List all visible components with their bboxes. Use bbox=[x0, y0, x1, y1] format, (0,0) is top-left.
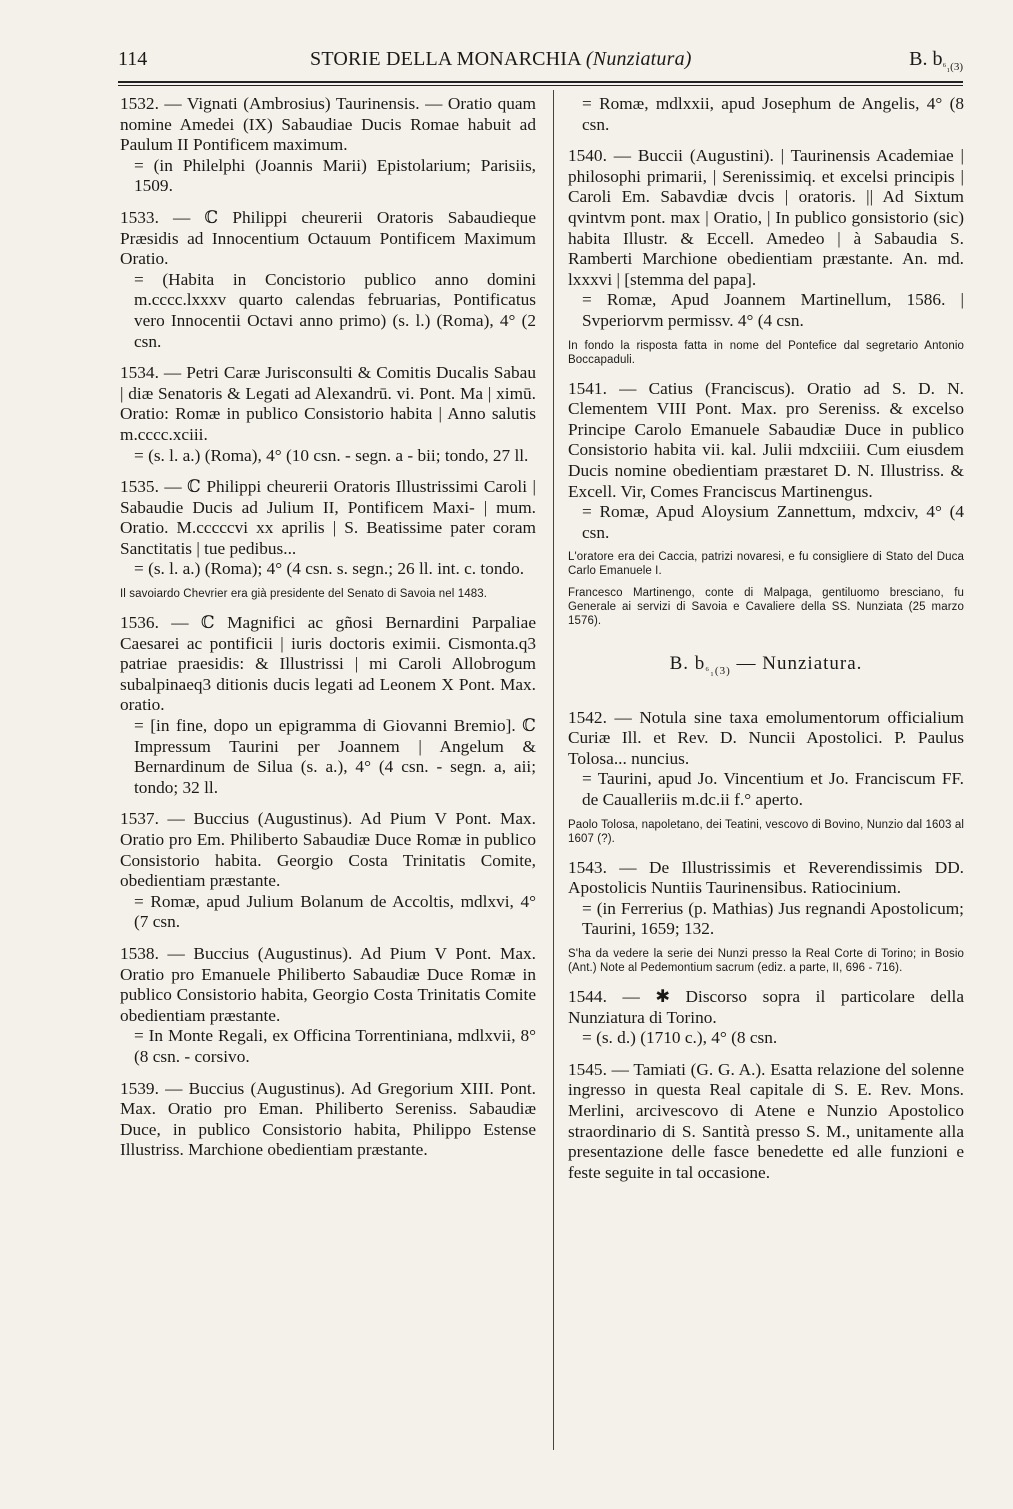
running-title bbox=[310, 48, 692, 71]
entry-imprint: = Taurini, apud Jo. Vincentium et Jo. Franciscum FF. de Caualleriis m.dc.ii f.° aperto. bbox=[582, 769, 964, 810]
entry-1538 bbox=[120, 944, 536, 1068]
entry-1536 bbox=[120, 613, 536, 798]
entry-imprint: = [in fine, dopo un epigramma di Giovanni Bremio]. ℂ Impressum Taurini per Joannem | Angelum & Bernardinum de Silua (s. a.), 4° (4 csn. - segn. a, aii; tondo; 32 ll. bbox=[134, 716, 536, 797]
column-divider bbox=[553, 90, 554, 1450]
entry-imprint: = (s. l. a.) (Roma), 4° (10 csn. - segn. a - bii; tondo, 27 ll. bbox=[134, 445, 529, 465]
entry-imprint: = Romæ, Apud Joannem Martinellum, 1586. | Svperiorvm permissv. 4° (4 csn. bbox=[582, 290, 964, 330]
entry-imprint: = (s. d.) (1710 c.), 4° (8 csn. bbox=[582, 1028, 778, 1048]
signature-label: B. b bbox=[909, 48, 943, 70]
signature-small: ⁶₁(3) bbox=[942, 61, 963, 73]
entry-1543 bbox=[568, 858, 964, 940]
entry-imprint: = (Habita in Concistorio publico anno domini m.cccc.lxxxv quarto calendas februarias, Pontificatus vero Innocentii Octavi anno primo) (s. l.) (Roma), 4° (2 csn. bbox=[134, 269, 536, 351]
entry-imprint: = Romæ, apud Julium Bolanum de Accoltis, mdlxvi, 4° (7 csn. bbox=[134, 891, 536, 932]
entry-note: In fondo la risposta fatta in nome del Pontefice dal segretario Antonio Boccapaduli. bbox=[568, 339, 964, 366]
entry-text: 1539. — Buccius (Augustinus). Ad Gregorium XIII. Pont. Max. Oratio pro Eman. Philiberto Sereniss. Sabaudiæ Duce, in publico Consistorio habita, Philippo Estense Illustriss. Marchione obedientiam præstante. bbox=[120, 1078, 536, 1160]
entry-1534 bbox=[120, 363, 536, 466]
section-small: ⁶₁(3) bbox=[705, 665, 731, 678]
left-column bbox=[120, 94, 536, 1172]
entry-note: Paolo Tolosa, napoletano, dei Teatini, vescovo di Bovino, Nunzio dal 1603 al 1607 (?). bbox=[568, 818, 964, 845]
entry-text: 1540. — Buccii (Augustini). | Taurinensis Academiae | philosophi primarii, | Serenissimiq. et excelsi principis | Caroli Em. Sabavdiæ dvcis | oratoris. || Ad Sixtum qvintvm pont. max | Oratio, | In publico gonsistorio (sic) habita Illustr. & Eccell. Amedeo | à Sabaudia S. Ramberti Marchione obedientiam præstante. An. md. lxxxvi | [stemma del papa]. bbox=[568, 146, 964, 289]
section-heading bbox=[568, 654, 964, 681]
entry-1540 bbox=[568, 146, 964, 331]
entry-text: 1543. — De Illustrissimis et Reverendissimis DD. Apostolicis Nuntiis Taurinensibus. Ratiocinium. bbox=[568, 857, 964, 898]
entry-note: Francesco Martinengo, conte di Malpaga, gentiluomo bresciano, fu Generale ai servizi di Savoia e Cavaliere della SS. Nunziata (25 marzo 1576). bbox=[568, 587, 964, 628]
entry-imprint: = Romæ, Apud Aloysium Zannettum, mdxciv, 4° (4 csn. bbox=[582, 502, 964, 542]
entry-1539 bbox=[120, 1079, 536, 1161]
entry-1532 bbox=[120, 94, 536, 197]
header-rule-thin bbox=[118, 85, 963, 86]
right-column bbox=[568, 94, 964, 1194]
signature bbox=[909, 48, 963, 73]
section-label: B. b bbox=[669, 653, 706, 675]
entry-1533 bbox=[120, 208, 536, 352]
entry-1541 bbox=[568, 379, 964, 544]
entry-imprint: = Romæ, mdlxxii, apud Josephum de Angelis, 4° (8 csn. bbox=[582, 94, 964, 134]
entry-1537 bbox=[120, 809, 536, 933]
entry-text: 1538. — Buccius (Augustinus). Ad Pium V Pont. Max. Oratio pro Emanuele Philiberto Sabaudiæ Duce Romæ in publico Consistorio habita, Georgio Costa Trinitatis Comite obedientiam præstante. bbox=[120, 943, 536, 1025]
entry-text: 1534. — Petri Caræ Jurisconsulti & Comitis Ducalis Sabau | diæ Senatoris & Legati ad Alexandrū. vi. Pont. Ma | ximū. Oratio: Romæ in publico Consistorio habita | Anno salutis m.cccc.xciii. bbox=[120, 363, 536, 444]
entry-text: 1541. — Catius (Franciscus). Oratio ad S. D. N. Clementem VIII Pont. Max. pro Sereniss. & excelso Principe Carolo Emanuele Sabaudiæ Duce in publico Consistorio habita vii. kal. Julii mdxciiii. Cum eiusdem Ducis nomine obedientiam præstaret D. N. Illustriss. & Excell. Vir, Comes Franciscus Martinengus. bbox=[568, 378, 964, 501]
title-main: STORIE DELLA MONARCHIA bbox=[310, 48, 581, 70]
entry-imprint: = (in Ferrerius (p. Mathias) Jus regnandi Apostolicum; Taurini, 1659; 132. bbox=[582, 898, 964, 939]
entry-text: 1545. — Tamiati (G. G. A.). Esatta relazione del solenne ingresso in questa Real capitale di S. E. Rev. Mons. Merlini, arcivescovo di Atene e Nunzio Apostolico straordinario di S. Santità presso S. M., unitamente alla presentazione delle fasce benedette ed alle funzioni e feste seguite in tal occasione. bbox=[568, 1059, 964, 1182]
entry-note: L'oratore era dei Caccia, patrizi novaresi, e fu consigliere di Stato del Duca Carlo Emanuele I. bbox=[568, 551, 964, 578]
entry-note: S'ha da vedere la serie dei Nunzi presso la Real Corte di Torino; in Bosio (Ant.) Note al Pedemontium sacrum (ediz. a parte, II, 696 - 716). bbox=[568, 948, 964, 975]
running-header bbox=[118, 44, 963, 78]
entry-text: 1536. — ℂ Magnifici ac gñosi Bernardini Parpaliae Caesarei ac pontificii | iuris doctoris eximii. Cismonta.q3 patriae praesidis: & Illustrissi | mi Caroli Allobrogum subalpinaeq3 ditionis ducis legati ad Leonem X Pont. Max. oratio. bbox=[120, 613, 536, 715]
section-title: — Nunziatura. bbox=[736, 653, 863, 675]
entry-1542 bbox=[568, 708, 964, 811]
entry-text: 1535. — ℂ Philippi cheurerii Oratoris Illustrissimi Caroli | Sabaudie Ducis ad Julium II, Pontificem Maxi- | mum. Oratio. M.cccccvi xx aprilis | S. Beatissime pater coram Sanctitatis | tue pedibus... bbox=[120, 477, 536, 558]
entry-text: 1532. — Vignati (Ambrosius) Taurinensis. — Oratio quam nomine Amedei (IX) Sabaudiae Ducis Romae habuit ad Paulum II Pontificem maximum. bbox=[120, 94, 536, 155]
entry-1535 bbox=[120, 477, 536, 580]
header-rule bbox=[118, 81, 963, 83]
entry-text: 1533. — ℂ Philippi cheurerii Oratoris Sabaudieque Præsidis ad Innocentium Octauum Pontificem Maximum Oratio. bbox=[120, 207, 536, 269]
entry-text: 1542. — Notula sine taxa emolumentorum officialium Curiæ Ill. et Rev. D. Nuncii Apostolici. P. Paulus Tolosa... nuncius. bbox=[568, 707, 964, 768]
entry-1545 bbox=[568, 1060, 964, 1184]
page-number: 114 bbox=[118, 48, 148, 70]
entry-imprint: = In Monte Regali, ex Officina Torrentiniana, mdlxvii, 8° (8 csn. - corsivo. bbox=[134, 1026, 536, 1066]
entry-imprint: = (s. l. a.) (Roma); 4° (4 csn. s. segn.; 26 ll. int. c. tondo. bbox=[134, 559, 525, 579]
entry-text: 1544. — ✱ Discorso sopra il particolare della Nunziatura di Torino. bbox=[568, 987, 964, 1027]
entry-1539-continued bbox=[568, 94, 964, 135]
entry-note: Il savoiardo Chevrier era già presidente del Senato di Savoia nel 1483. bbox=[120, 588, 488, 601]
entry-imprint: = (in Philelphi (Joannis Marii) Epistolarium; Parisiis, 1509. bbox=[134, 155, 536, 196]
entry-1544 bbox=[568, 987, 964, 1049]
title-sub: (Nunziatura) bbox=[585, 48, 692, 70]
entry-text: 1537. — Buccius (Augustinus). Ad Pium V Pont. Max. Oratio pro Em. Philiberto Sabaudiæ Duce Romæ in publico Consistorio habita. Georgio Costa Trinitatis Comite, obedientiam præstante. bbox=[120, 809, 536, 891]
